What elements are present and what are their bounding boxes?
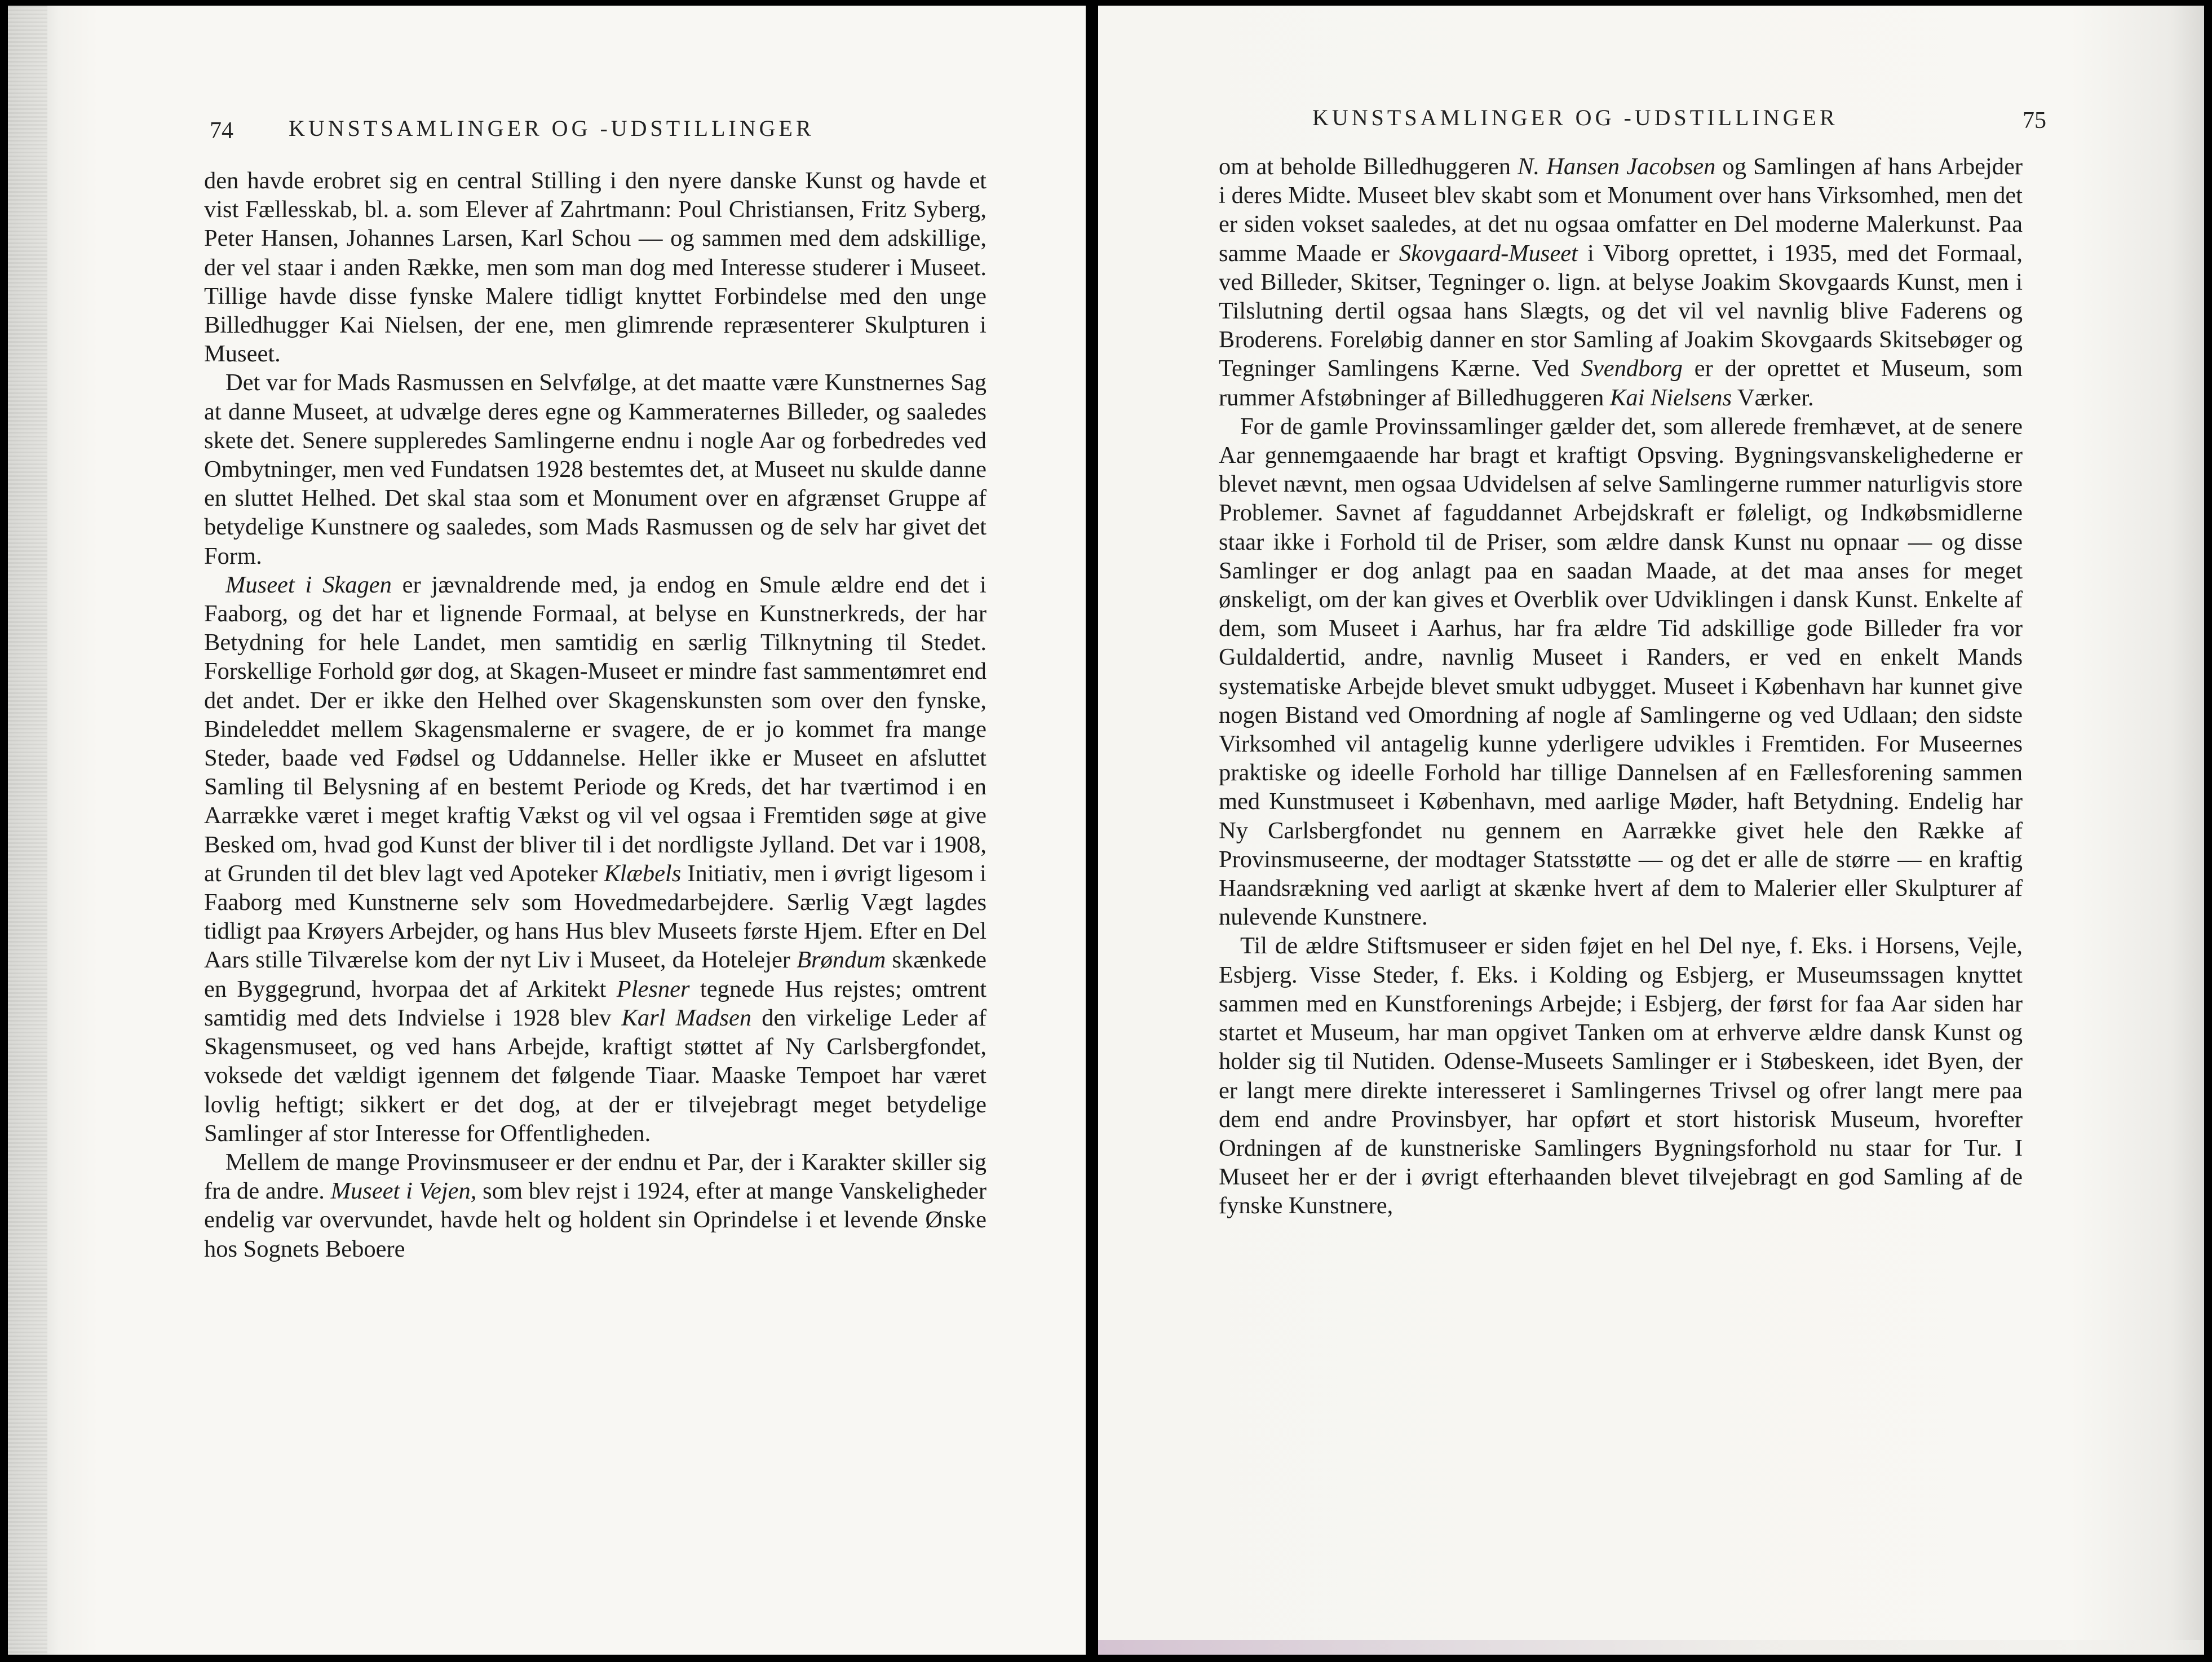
running-head: KUNSTSAMLINGER OG -UDSTILLINGER (289, 116, 815, 141)
paragraph: om at beholde Billedhuggeren N. Hansen Jacobsen og Samlingen af hans Arbejder i deres Midte. Museet blev skabt som et Monument over hans Virksomhed, men det er siden vokset saaledes, at det nu ogsaa omfatter en Del moderne Malerkunst. Paa samme Maade er Skovgaard-Museet i Viborg oprettet, i 1935, med det Formaal, ved Billeder, Skitser, Tegninger o. lign. at belyse Joakim Skovgaards Kunst, men i Tilslutning dertil ogsaa hans Slægts, og det vil vel navnlig blive Faderens og Broderens. Foreløbig danner en stor Samling af Joakim Skovgaards Skitsebøger og Tegninger Samlingens Kærne. Ved Svendborg er der oprettet et Museum, som rummer Afstøbninger af Billedhuggeren Kai Nielsens Værker. (1219, 153, 2023, 411)
paragraph: Mellem de mange Provinsmuseer er der endnu et Par, der i Karakter skiller sig fra de andre. Museet i Vejen, som blev rejst i 1924, efter at mange Vanskeligheder endelig var overvundet, havde helt og holdent sin Oprindelse i et levende Ønske hos Sognets Beboere (204, 1148, 986, 1262)
page-number: 74 (210, 118, 233, 144)
paragraph: Det var for Mads Rasmussen en Selvfølge, at det maatte være Kunstnernes Sag at danne Museet, at udvælge deres egne og Kammeraternes Billeder, og saaledes skete det. Senere suppleredes Samlingerne endnu i nogle Aar og forbedredes ved Ombytninger, men ved Fundatsen 1928 bestemtes det, at Museet nu skulde danne en sluttet Helhed. Det skal staa som et Monument over en afgrænset Gruppe af betydelige Kunstnere og saaledes, som Mads Rasmussen og de selv har givet det Form. (204, 369, 986, 569)
page-number: 75 (2023, 108, 2046, 134)
body-text (204, 166, 986, 1263)
scan-artifact-band (1098, 1640, 2204, 1655)
paragraph: For de gamle Provinssamlinger gælder det, som allerede fremhævet, at de senere Aar gennemgaaende har bragt et kraftigt Opsving. Bygningsvanskelighederne er blevet nævnt, men ogsaa Udvidelsen af selve Samlingerne rummer naturligvis store Problemer. Savnet af faguddannet Arbejdskraft er føleligt, og Indkøbsmidlerne staar ikke i Forhold til de Priser, som ældre dansk Kunst nu opnaar — og disse Samlinger er dog anlagt paa en saadan Maade, at det maa anses for meget ønskeligt, om der kan gives et Overblik over Udviklingen i dansk Kunst. Enkelte af dem, som Museet i Aarhus, har fra ældre Tid adskillige gode Billeder fra vor Guldaldertid, andre, navnlig Museet i Randers, er ved en enkelt Mands systematiske Arbejde blevet smukt udbygget. Museet i København har kunnet give nogen Bistand ved Omordning af nogle af Samlingerne og ved Udlaan; den sidste Virksomhed vil antagelig kunne yderligere udvikles i Fremtiden. For Museernes praktiske og ideelle Forhold har tillige Dannelsen af en Fællesforening sammen med Kunstmuseet i København, med aarlige Møder, haft Betydning. Endelig har Ny Carlsbergfondet nu gennem en Aarrække givet hele den Række af Provinsmuseerne, der modtager Statsstøtte — og det er alle de større — en kraftig Haandsrækning ved aarligt at skænke hvert af dem to Malerier eller Skulpturer af nulevende Kunstnere. (1219, 413, 2023, 931)
page-edge (8, 6, 47, 1655)
body-text (1219, 152, 2023, 1221)
paragraph: Til de ældre Stiftsmuseer er siden føjet en hel Del nye, f. Eks. i Horsens, Vejle, Esbjerg. Visse Steder, f. Eks. i Kolding og Esbjerg, er Museumssagen knyttet sammen med en Kunstforenings Arbejde; i Esbjerg, der først for faa Aar siden har startet et Museum, har man opgivet Tanken om at erhverve ældre dansk Kunst og holder sig til Nutiden. Odense-Museets Samlinger er i Støbeskeen, idet Byen, der er langt mere direkte interesseret i Samlingernes Trivsel og ofrer langt mere paa dem end andre Provinsbyer, har opført et stort historisk Museum, hvorefter Ordningen af de kunstneriske Samlingers Bygningsforhold nu staar for Tur. I Museet her er der i øvrigt efterhaanden blevet tilvejebragt en god Samling af de fynske Kunstnere, (1219, 932, 2023, 1219)
right-page (1098, 6, 2204, 1655)
left-page (8, 6, 1086, 1655)
paragraph: den havde erobret sig en central Stilling i den nyere danske Kunst og havde et vist Fællesskab, bl. a. som Elever af Zahrtmann: Poul Christiansen, Fritz Syberg, Peter Hansen, Johannes Larsen, Karl Schou — og sammen med dem adskillige, der vel staar i anden Række, men som man dog med Interesse studerer i Museet. Tillige havde disse fynske Malere tidligt knyttet Forbindelse med den unge Billedhugger Kai Nielsen, der ene, men glimrende repræsenterer Skulpturen i Museet. (204, 167, 986, 368)
paragraph: Museet i Skagen er jævnaldrende med, ja endog en Smule ældre end det i Faaborg, og det har et lignende Formaal, at belyse en Kunstnerkreds, der har Betydning for hele Landet, men samtidig en særlig Tilknytning til Stedet. Forskellige Forhold gør dog, at Skagen-Museet er mindre fast sammentømret end det andet. Der er ikke den Helhed over Skagenskunsten som over den fynske, Bindeleddet mellem Skagensmalerne er svagere, de er jo kommet fra mange Steder, baade ved Fødsel og Uddannelse. Heller ikke er Museet en afsluttet Samling til Belysning af en bestemt Periode og Kreds, det har tværtimod i en Aarrække været i meget kraftig Vækst og vil vel ogsaa i Fremtiden søge at give Besked om, hvad god Kunst der bliver til i det nordligste Jylland. Det var i 1908, at Grunden til det blev lagt ved Apoteker Klæbels Initiativ, men i øvrigt ligesom i Faaborg med Kunstnerne selv som Hovedmedarbejdere. Særlig Vægt lagdes tidligt paa Krøyers Arbejder, og hans Hus blev Museets første Hjem. Efter en Del Aars stille Tilværelse kom der nyt Liv i Museet, da Hotelejer Brøndum skænkede en Byggegrund, hvorpaa det af Arkitekt Plesner tegnede Hus rejstes; omtrent samtidig med dets Indvielse i 1928 blev Karl Madsen den virkelige Leder af Skagensmuseet, og ved hans Arbejde, kraftigt støttet af Ny Carlsbergfondet, voksede det vældigt igennem det følgende Tiaar. Maaske Tempoet har været lovlig heftigt; sikkert er det dog, at der er tilvejebragt meget betydelige Samlinger af stor Interesse for Offentligheden. (204, 571, 987, 1147)
running-head: KUNSTSAMLINGER OG -UDSTILLINGER (1312, 105, 1838, 130)
